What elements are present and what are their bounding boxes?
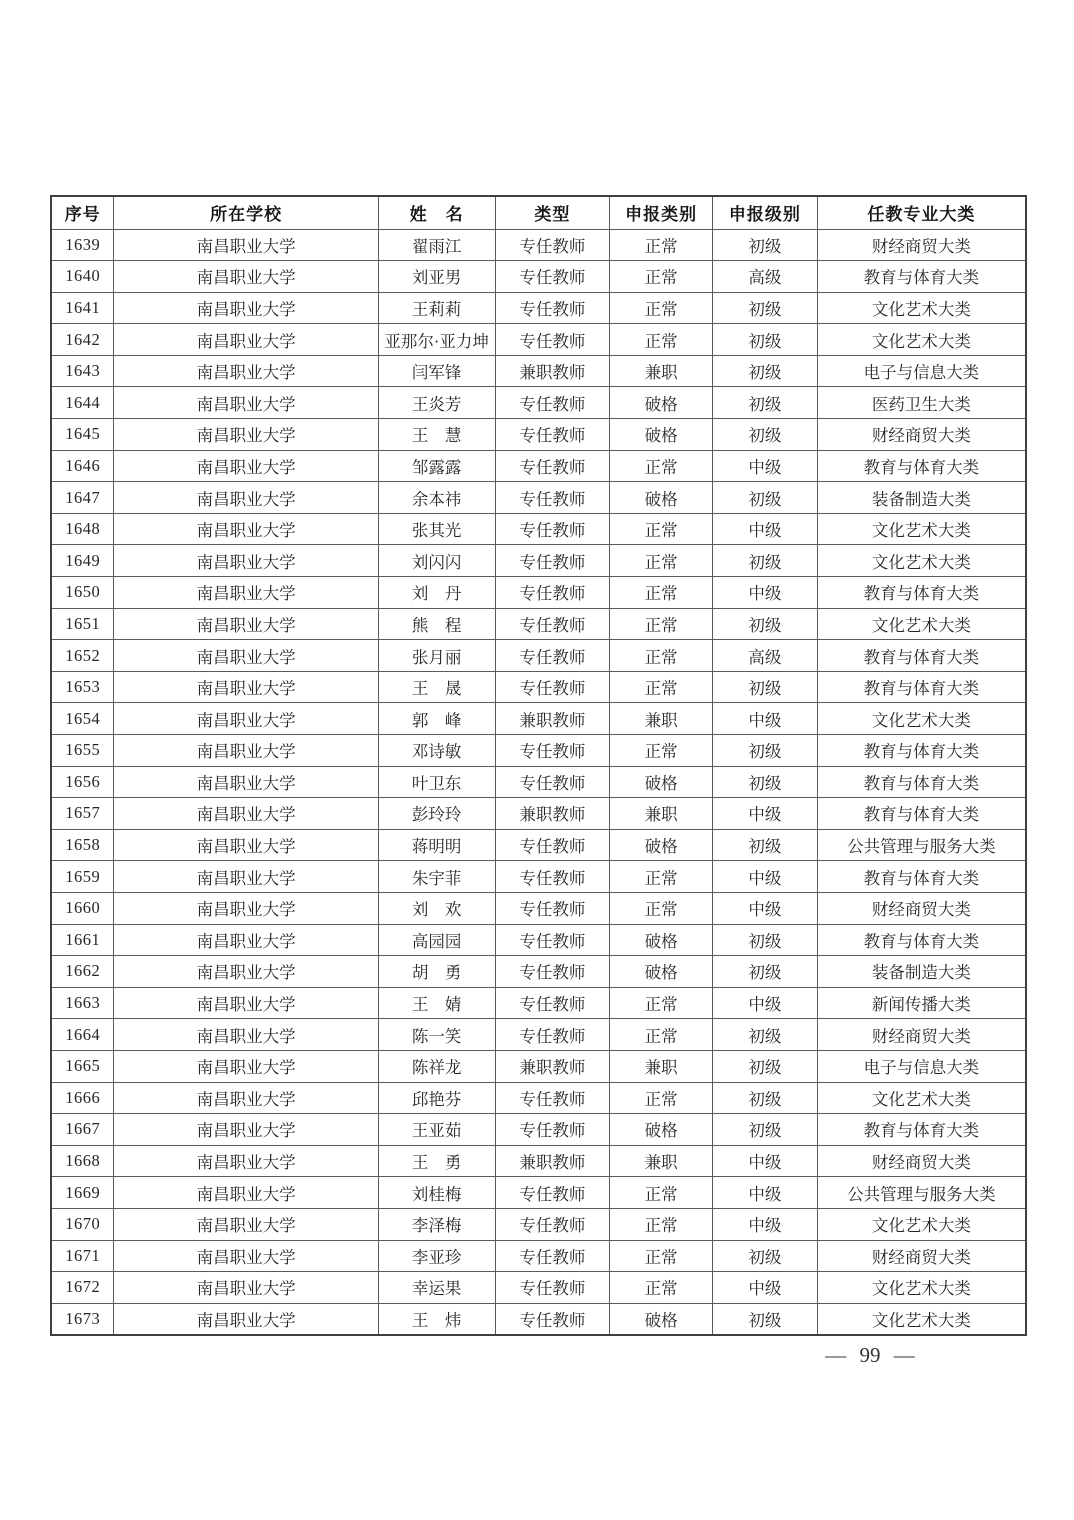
cell-type: 兼职教师 — [495, 798, 610, 830]
cell-level: 初级 — [713, 735, 818, 767]
cell-name: 胡 勇 — [378, 956, 495, 988]
cell-name: 王 炜 — [378, 1303, 495, 1335]
cell-type: 专任教师 — [495, 292, 610, 324]
cell-name: 闫军锋 — [378, 355, 495, 387]
cell-serial: 1660 — [51, 892, 114, 924]
cell-major: 财经商贸大类 — [817, 1240, 1026, 1272]
cell-level: 初级 — [713, 1240, 818, 1272]
cell-category: 破格 — [610, 829, 713, 861]
cell-major: 教育与体育大类 — [817, 577, 1026, 609]
cell-major: 公共管理与服务大类 — [817, 829, 1026, 861]
cell-major: 财经商贸大类 — [817, 1145, 1026, 1177]
cell-type: 专任教师 — [495, 608, 610, 640]
cell-major: 文化艺术大类 — [817, 1208, 1026, 1240]
table-row — [51, 703, 1026, 735]
cell-school: 南昌职业大学 — [114, 735, 378, 767]
cell-category: 正常 — [610, 1082, 713, 1114]
cell-name: 高园园 — [378, 924, 495, 956]
cell-school: 南昌职业大学 — [114, 608, 378, 640]
cell-name: 李泽梅 — [378, 1208, 495, 1240]
cell-major: 文化艺术大类 — [817, 324, 1026, 356]
teacher-list-table — [50, 195, 1027, 1336]
cell-serial: 1642 — [51, 324, 114, 356]
cell-type: 兼职教师 — [495, 1050, 610, 1082]
cell-major: 教育与体育大类 — [817, 1114, 1026, 1146]
cell-category: 正常 — [610, 292, 713, 324]
cell-category: 正常 — [610, 545, 713, 577]
table-row — [51, 355, 1026, 387]
cell-major: 文化艺术大类 — [817, 292, 1026, 324]
cell-serial: 1640 — [51, 261, 114, 293]
cell-category: 正常 — [610, 987, 713, 1019]
cell-category: 正常 — [610, 229, 713, 261]
cell-name: 王 晟 — [378, 671, 495, 703]
column-header-major: 任教专业大类 — [817, 196, 1026, 229]
cell-type: 专任教师 — [495, 671, 610, 703]
cell-major: 教育与体育大类 — [817, 261, 1026, 293]
cell-type: 专任教师 — [495, 735, 610, 767]
cell-name: 张月丽 — [378, 640, 495, 672]
cell-serial: 1647 — [51, 482, 114, 514]
cell-category: 正常 — [610, 1240, 713, 1272]
cell-level: 中级 — [713, 703, 818, 735]
cell-school: 南昌职业大学 — [114, 671, 378, 703]
column-header-serial: 序号 — [51, 196, 114, 229]
page-number: — 99 — — [825, 1343, 915, 1367]
cell-type: 兼职教师 — [495, 355, 610, 387]
cell-level: 中级 — [713, 1272, 818, 1304]
cell-major: 教育与体育大类 — [817, 450, 1026, 482]
cell-name: 刘闪闪 — [378, 545, 495, 577]
cell-type: 兼职教师 — [495, 703, 610, 735]
cell-category: 正常 — [610, 324, 713, 356]
cell-serial: 1641 — [51, 292, 114, 324]
table-row — [51, 987, 1026, 1019]
cell-school: 南昌职业大学 — [114, 229, 378, 261]
cell-type: 专任教师 — [495, 1114, 610, 1146]
cell-major: 文化艺术大类 — [817, 1303, 1026, 1335]
cell-school: 南昌职业大学 — [114, 419, 378, 451]
table-row — [51, 292, 1026, 324]
cell-category: 正常 — [610, 608, 713, 640]
cell-level: 初级 — [713, 1114, 818, 1146]
cell-category: 兼职 — [610, 355, 713, 387]
cell-school: 南昌职业大学 — [114, 861, 378, 893]
cell-category: 正常 — [610, 1019, 713, 1051]
cell-type: 专任教师 — [495, 1303, 610, 1335]
cell-serial: 1639 — [51, 229, 114, 261]
cell-major: 财经商贸大类 — [817, 892, 1026, 924]
cell-level: 初级 — [713, 324, 818, 356]
cell-level: 初级 — [713, 766, 818, 798]
cell-category: 破格 — [610, 924, 713, 956]
cell-major: 电子与信息大类 — [817, 1050, 1026, 1082]
table-row — [51, 735, 1026, 767]
cell-level: 初级 — [713, 229, 818, 261]
cell-level: 初级 — [713, 292, 818, 324]
cell-level: 初级 — [713, 482, 818, 514]
cell-type: 专任教师 — [495, 1208, 610, 1240]
cell-serial: 1651 — [51, 608, 114, 640]
cell-name: 邹露露 — [378, 450, 495, 482]
cell-major: 新闻传播大类 — [817, 987, 1026, 1019]
cell-level: 初级 — [713, 924, 818, 956]
table-row — [51, 640, 1026, 672]
cell-level: 初级 — [713, 355, 818, 387]
cell-level: 初级 — [713, 1082, 818, 1114]
cell-major: 电子与信息大类 — [817, 355, 1026, 387]
cell-serial: 1656 — [51, 766, 114, 798]
column-header-type: 类型 — [495, 196, 610, 229]
cell-school: 南昌职业大学 — [114, 261, 378, 293]
table-body — [51, 229, 1026, 1335]
cell-level: 中级 — [713, 1145, 818, 1177]
cell-major: 文化艺术大类 — [817, 608, 1026, 640]
table-row — [51, 513, 1026, 545]
cell-level: 中级 — [713, 513, 818, 545]
table-row — [51, 482, 1026, 514]
cell-type: 专任教师 — [495, 640, 610, 672]
cell-school: 南昌职业大学 — [114, 1145, 378, 1177]
cell-serial: 1659 — [51, 861, 114, 893]
cell-major: 文化艺术大类 — [817, 1082, 1026, 1114]
cell-serial: 1658 — [51, 829, 114, 861]
cell-level: 初级 — [713, 419, 818, 451]
cell-category: 正常 — [610, 1272, 713, 1304]
cell-major: 装备制造大类 — [817, 956, 1026, 988]
cell-major: 文化艺术大类 — [817, 703, 1026, 735]
cell-name: 朱宇菲 — [378, 861, 495, 893]
cell-name: 王炎芳 — [378, 387, 495, 419]
cell-category: 正常 — [610, 735, 713, 767]
cell-name: 刘 丹 — [378, 577, 495, 609]
cell-type: 专任教师 — [495, 892, 610, 924]
cell-serial: 1645 — [51, 419, 114, 451]
cell-major: 教育与体育大类 — [817, 798, 1026, 830]
cell-type: 专任教师 — [495, 956, 610, 988]
table-row — [51, 671, 1026, 703]
table-row — [51, 1303, 1026, 1335]
cell-type: 专任教师 — [495, 1272, 610, 1304]
cell-major: 教育与体育大类 — [817, 671, 1026, 703]
cell-category: 正常 — [610, 450, 713, 482]
cell-level: 中级 — [713, 450, 818, 482]
cell-level: 中级 — [713, 1208, 818, 1240]
cell-name: 张其光 — [378, 513, 495, 545]
cell-serial: 1666 — [51, 1082, 114, 1114]
table-row — [51, 1050, 1026, 1082]
cell-school: 南昌职业大学 — [114, 577, 378, 609]
table-row — [51, 229, 1026, 261]
cell-serial: 1661 — [51, 924, 114, 956]
cell-school: 南昌职业大学 — [114, 324, 378, 356]
cell-school: 南昌职业大学 — [114, 355, 378, 387]
cell-school: 南昌职业大学 — [114, 1082, 378, 1114]
column-header-category: 申报类别 — [610, 196, 713, 229]
cell-level: 初级 — [713, 1303, 818, 1335]
cell-school: 南昌职业大学 — [114, 1240, 378, 1272]
cell-major: 文化艺术大类 — [817, 1272, 1026, 1304]
cell-serial: 1667 — [51, 1114, 114, 1146]
cell-school: 南昌职业大学 — [114, 892, 378, 924]
cell-name: 王莉莉 — [378, 292, 495, 324]
cell-serial: 1662 — [51, 956, 114, 988]
table-row — [51, 892, 1026, 924]
cell-serial: 1644 — [51, 387, 114, 419]
cell-level: 中级 — [713, 861, 818, 893]
cell-category: 正常 — [610, 1208, 713, 1240]
cell-name: 王 慧 — [378, 419, 495, 451]
cell-serial: 1650 — [51, 577, 114, 609]
cell-type: 兼职教师 — [495, 1145, 610, 1177]
cell-type: 专任教师 — [495, 324, 610, 356]
cell-school: 南昌职业大学 — [114, 513, 378, 545]
cell-school: 南昌职业大学 — [114, 1272, 378, 1304]
cell-school: 南昌职业大学 — [114, 545, 378, 577]
cell-school: 南昌职业大学 — [114, 987, 378, 1019]
table-row — [51, 545, 1026, 577]
cell-type: 专任教师 — [495, 545, 610, 577]
cell-type: 专任教师 — [495, 513, 610, 545]
cell-category: 正常 — [610, 1177, 713, 1209]
cell-name: 陈祥龙 — [378, 1050, 495, 1082]
cell-level: 初级 — [713, 387, 818, 419]
table-row — [51, 1082, 1026, 1114]
cell-category: 兼职 — [610, 1145, 713, 1177]
cell-category: 破格 — [610, 387, 713, 419]
cell-serial: 1673 — [51, 1303, 114, 1335]
cell-serial: 1655 — [51, 735, 114, 767]
table-row — [51, 450, 1026, 482]
cell-level: 初级 — [713, 608, 818, 640]
cell-serial: 1646 — [51, 450, 114, 482]
cell-type: 专任教师 — [495, 1177, 610, 1209]
cell-category: 正常 — [610, 892, 713, 924]
cell-serial: 1653 — [51, 671, 114, 703]
cell-school: 南昌职业大学 — [114, 798, 378, 830]
cell-school: 南昌职业大学 — [114, 1208, 378, 1240]
cell-school: 南昌职业大学 — [114, 387, 378, 419]
cell-school: 南昌职业大学 — [114, 956, 378, 988]
table-row — [51, 324, 1026, 356]
cell-type: 专任教师 — [495, 861, 610, 893]
table-row — [51, 924, 1026, 956]
cell-category: 破格 — [610, 766, 713, 798]
cell-category: 破格 — [610, 1303, 713, 1335]
cell-major: 医药卫生大类 — [817, 387, 1026, 419]
cell-level: 初级 — [713, 1050, 818, 1082]
table-row — [51, 798, 1026, 830]
cell-serial: 1649 — [51, 545, 114, 577]
cell-major: 文化艺术大类 — [817, 513, 1026, 545]
cell-level: 初级 — [713, 1019, 818, 1051]
cell-name: 蒋明明 — [378, 829, 495, 861]
cell-type: 专任教师 — [495, 924, 610, 956]
cell-name: 刘桂梅 — [378, 1177, 495, 1209]
cell-serial: 1663 — [51, 987, 114, 1019]
cell-type: 专任教师 — [495, 229, 610, 261]
cell-category: 正常 — [610, 261, 713, 293]
cell-school: 南昌职业大学 — [114, 924, 378, 956]
cell-name: 熊 程 — [378, 608, 495, 640]
cell-category: 破格 — [610, 482, 713, 514]
table-row — [51, 1145, 1026, 1177]
cell-level: 高级 — [713, 261, 818, 293]
cell-category: 正常 — [610, 861, 713, 893]
cell-major: 教育与体育大类 — [817, 766, 1026, 798]
cell-type: 专任教师 — [495, 1082, 610, 1114]
cell-school: 南昌职业大学 — [114, 1177, 378, 1209]
cell-type: 专任教师 — [495, 987, 610, 1019]
table-row — [51, 1272, 1026, 1304]
cell-school: 南昌职业大学 — [114, 703, 378, 735]
cell-school: 南昌职业大学 — [114, 1050, 378, 1082]
cell-name: 刘 欢 — [378, 892, 495, 924]
cell-category: 正常 — [610, 671, 713, 703]
cell-type: 专任教师 — [495, 482, 610, 514]
cell-type: 专任教师 — [495, 450, 610, 482]
cell-major: 财经商贸大类 — [817, 419, 1026, 451]
cell-serial: 1672 — [51, 1272, 114, 1304]
cell-name: 彭玲玲 — [378, 798, 495, 830]
cell-serial: 1652 — [51, 640, 114, 672]
cell-serial: 1665 — [51, 1050, 114, 1082]
cell-name: 王 勇 — [378, 1145, 495, 1177]
cell-major: 装备制造大类 — [817, 482, 1026, 514]
table-row — [51, 956, 1026, 988]
cell-school: 南昌职业大学 — [114, 640, 378, 672]
cell-category: 正常 — [610, 577, 713, 609]
cell-name: 郭 峰 — [378, 703, 495, 735]
cell-type: 专任教师 — [495, 829, 610, 861]
cell-major: 教育与体育大类 — [817, 924, 1026, 956]
table-header-row — [51, 196, 1026, 229]
column-header-name: 姓 名 — [378, 196, 495, 229]
cell-serial: 1669 — [51, 1177, 114, 1209]
cell-name: 幸运果 — [378, 1272, 495, 1304]
table-row — [51, 387, 1026, 419]
cell-serial: 1648 — [51, 513, 114, 545]
cell-name: 亚那尔·亚力坤 — [378, 324, 495, 356]
cell-school: 南昌职业大学 — [114, 1019, 378, 1051]
cell-level: 初级 — [713, 956, 818, 988]
cell-major: 公共管理与服务大类 — [817, 1177, 1026, 1209]
cell-name: 刘亚男 — [378, 261, 495, 293]
cell-category: 破格 — [610, 1114, 713, 1146]
cell-type: 专任教师 — [495, 766, 610, 798]
table-row — [51, 577, 1026, 609]
cell-major: 教育与体育大类 — [817, 861, 1026, 893]
cell-name: 李亚珍 — [378, 1240, 495, 1272]
table-row — [51, 861, 1026, 893]
cell-school: 南昌职业大学 — [114, 292, 378, 324]
cell-type: 专任教师 — [495, 419, 610, 451]
cell-type: 专任教师 — [495, 261, 610, 293]
table-row — [51, 1114, 1026, 1146]
table-row — [51, 1177, 1026, 1209]
cell-category: 正常 — [610, 640, 713, 672]
cell-category: 破格 — [610, 419, 713, 451]
cell-school: 南昌职业大学 — [114, 1303, 378, 1335]
cell-serial: 1668 — [51, 1145, 114, 1177]
column-header-level: 申报级别 — [713, 196, 818, 229]
cell-level: 中级 — [713, 577, 818, 609]
cell-level: 中级 — [713, 892, 818, 924]
cell-major: 财经商贸大类 — [817, 1019, 1026, 1051]
table-row — [51, 1208, 1026, 1240]
cell-major: 教育与体育大类 — [817, 640, 1026, 672]
cell-level: 中级 — [713, 987, 818, 1019]
cell-major: 财经商贸大类 — [817, 229, 1026, 261]
cell-serial: 1670 — [51, 1208, 114, 1240]
cell-school: 南昌职业大学 — [114, 450, 378, 482]
cell-name: 王亚茹 — [378, 1114, 495, 1146]
cell-name: 陈一笑 — [378, 1019, 495, 1051]
cell-serial: 1664 — [51, 1019, 114, 1051]
cell-category: 兼职 — [610, 703, 713, 735]
cell-type: 专任教师 — [495, 1019, 610, 1051]
cell-serial: 1671 — [51, 1240, 114, 1272]
table-row — [51, 766, 1026, 798]
cell-level: 初级 — [713, 829, 818, 861]
cell-name: 王 婧 — [378, 987, 495, 1019]
table-row — [51, 1019, 1026, 1051]
cell-serial: 1643 — [51, 355, 114, 387]
cell-category: 正常 — [610, 513, 713, 545]
cell-level: 初级 — [713, 671, 818, 703]
cell-name: 余本祎 — [378, 482, 495, 514]
cell-school: 南昌职业大学 — [114, 482, 378, 514]
cell-name: 邱艳芬 — [378, 1082, 495, 1114]
cell-type: 专任教师 — [495, 1240, 610, 1272]
cell-type: 专任教师 — [495, 577, 610, 609]
column-header-school: 所在学校 — [114, 196, 378, 229]
cell-level: 中级 — [713, 798, 818, 830]
table-row — [51, 829, 1026, 861]
cell-level: 中级 — [713, 1177, 818, 1209]
table-row — [51, 1240, 1026, 1272]
table-row — [51, 419, 1026, 451]
cell-serial: 1654 — [51, 703, 114, 735]
cell-school: 南昌职业大学 — [114, 829, 378, 861]
table-row — [51, 261, 1026, 293]
cell-type: 专任教师 — [495, 387, 610, 419]
cell-major: 文化艺术大类 — [817, 545, 1026, 577]
cell-serial: 1657 — [51, 798, 114, 830]
cell-category: 兼职 — [610, 798, 713, 830]
table-row — [51, 608, 1026, 640]
cell-name: 邓诗敏 — [378, 735, 495, 767]
cell-school: 南昌职业大学 — [114, 1114, 378, 1146]
cell-name: 翟雨江 — [378, 229, 495, 261]
cell-category: 兼职 — [610, 1050, 713, 1082]
cell-category: 破格 — [610, 956, 713, 988]
cell-major: 教育与体育大类 — [817, 735, 1026, 767]
cell-school: 南昌职业大学 — [114, 766, 378, 798]
cell-level: 初级 — [713, 545, 818, 577]
cell-name: 叶卫东 — [378, 766, 495, 798]
cell-level: 高级 — [713, 640, 818, 672]
